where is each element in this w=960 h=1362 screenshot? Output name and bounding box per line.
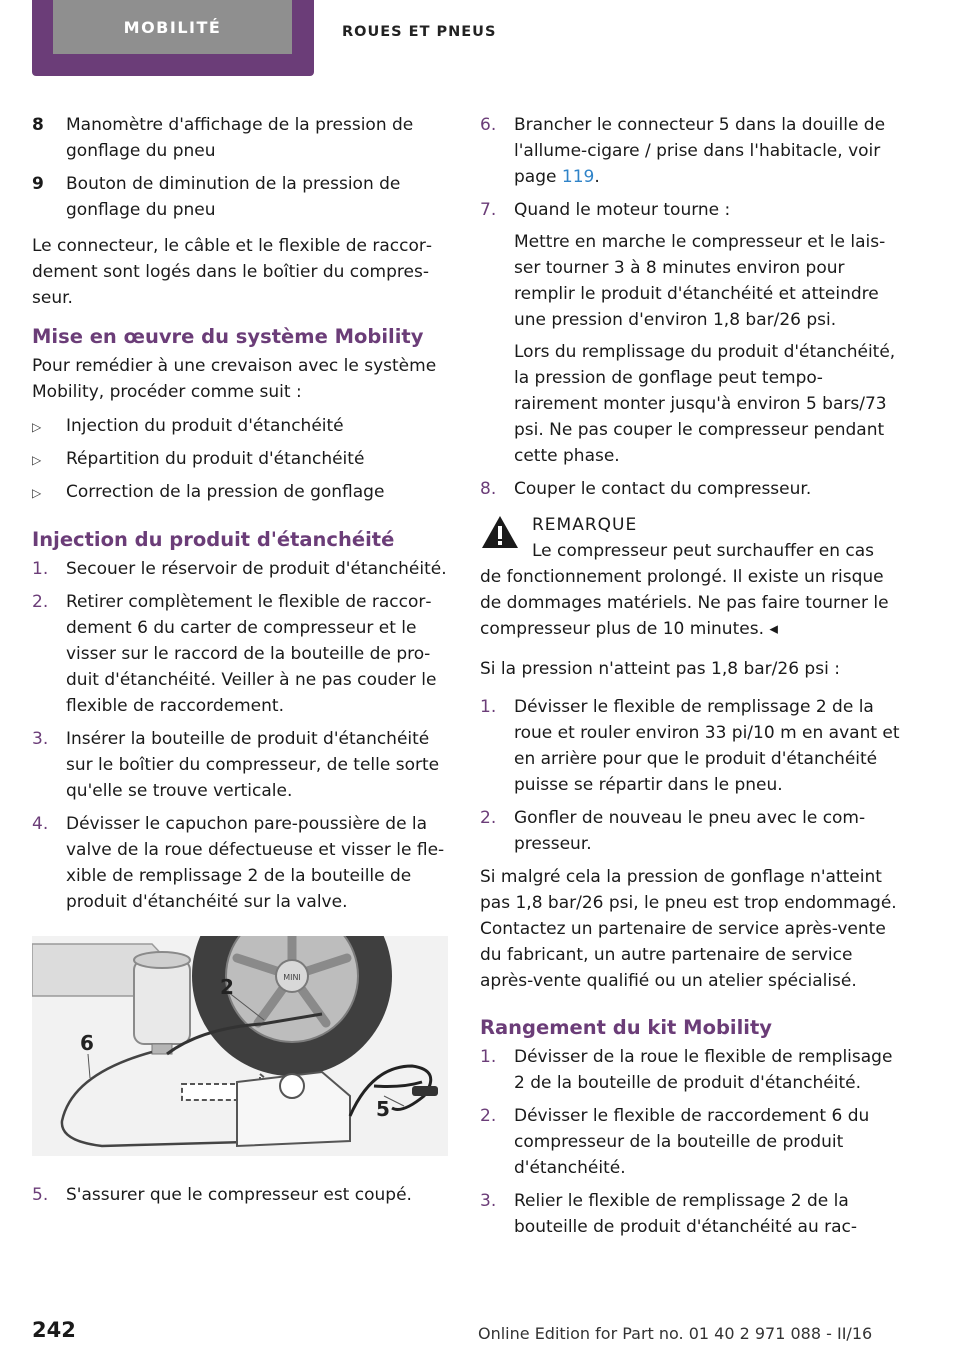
caution-note (480, 512, 900, 642)
list-item (32, 589, 448, 719)
storage-steps (480, 1044, 900, 1240)
bullet-text: Injection du produit d'étanchéité (66, 416, 344, 436)
list-item (32, 811, 448, 915)
triangle-bullet-icon: ▷ (32, 453, 42, 467)
step-number: 1. (480, 1047, 497, 1067)
step-number: 7. (480, 200, 497, 220)
step-text: Relier le flexible de remplissage 2 de la bouteille de produit d'étanchéité au rac- (514, 1191, 858, 1237)
footer-edition: Online Edition for Part no. 01 40 2 971 088 - II/16 (478, 1324, 873, 1343)
injection-steps-continued (32, 1182, 448, 1208)
step-text (514, 197, 900, 469)
step-subparagraph: Lors du remplissage du produit d'étanchéité, la pression de gonflage peut temporairement monter jusqu'à environ 5 bars/73 psi. Ne pas couper le compresseur pendant cette phase. (514, 342, 896, 466)
triangle-bullet-icon: ▷ (32, 420, 42, 434)
list-item (480, 476, 900, 502)
mobility-kit-illustration (32, 936, 448, 1156)
list-item (480, 694, 900, 798)
step-lead: Quand le moteur tourne : (514, 200, 731, 220)
list-item (32, 1182, 448, 1208)
figure-label-6: 6 (80, 1031, 94, 1055)
note-first-line: Le compresseur peut surchauffer en cas (532, 541, 875, 561)
step-number: 1. (480, 697, 497, 717)
step-number: 1. (32, 559, 49, 579)
right-column (480, 112, 900, 1247)
page-reference-link[interactable]: 119 (561, 167, 595, 187)
list-item (480, 1044, 900, 1096)
legend-list (32, 112, 448, 223)
left-column (32, 112, 448, 1215)
step-text-end: . (594, 167, 600, 187)
section-heading: Rangement du kit Mobility (480, 1016, 773, 1039)
legend-number: 9 (32, 174, 44, 194)
warning-triangle-icon (480, 514, 520, 550)
step-number: 3. (32, 729, 49, 749)
step-number: 4. (32, 814, 49, 834)
step-text (514, 112, 900, 190)
page-number: 242 (32, 1318, 76, 1342)
header-tab-active (32, 0, 314, 76)
fix-steps (480, 694, 900, 857)
step-text: Secouer le réservoir de produit d'étanchéité. (66, 559, 447, 579)
step-text: Dévisser de la roue le flexible de remplisage 2 de la bouteille de produit d'étanchéité. (514, 1047, 893, 1093)
figure-label-5: 5 (376, 1097, 390, 1121)
step-text: Couper le contact du compresseur. (514, 479, 812, 499)
step-text: Retirer complètement le flexible de raccordement 6 du carter de compresseur et le visser sur le raccord de la bouteille de produit d'étanchéité. Veiller à ne pas couder le flexible de raccordement. (66, 592, 437, 716)
list-item (32, 479, 448, 506)
section-heading: Mise en œuvre du système Mobility (32, 325, 424, 348)
figure-label-2: 2 (220, 975, 234, 999)
step-text: Dévisser le capuchon pare-poussière de la valve de la roue défectueuse et visser le flexible de remplissage 2 de la bouteille de produit d'étanchéité sur la valve. (66, 814, 445, 912)
step-text: Gonfler de nouveau le pneu avec le compresseur. (514, 808, 866, 854)
legend-text: Bouton de diminution de la pression de gonflage du pneu (66, 174, 401, 220)
list-item (480, 805, 900, 857)
list-item (32, 413, 448, 440)
legend-text: Manomètre d'affichage de la pression de gonflage du pneu (66, 115, 414, 161)
step-text: Dévisser le flexible de remplissage 2 de la roue et rouler environ 33 pi/10 m en avant et en arrière pour que le produit d'étanchéité puisse se répartir dans le pneu. (514, 697, 900, 795)
step-text: Dévisser le flexible de raccordement 6 du compresseur de la bouteille de produit d'étanchéité. (514, 1106, 870, 1178)
list-item (32, 726, 448, 804)
bullet-text: Répartition du produit d'étanchéité (66, 449, 365, 469)
note-body: de fonctionnement prolongé. Il existe un risque de dommages matériels. Ne pas faire tourner le compresseur plus de 10 minutes. ◂ (480, 567, 889, 639)
step-text: Insérer la bouteille de produit d'étanchéité sur le boîtier du compresseur, de telle sorte qu'elle se trouve verticale. (66, 729, 440, 801)
bullet-text: Correction de la pression de gonflage (66, 482, 385, 502)
injection-steps (32, 556, 448, 915)
list-item (32, 112, 448, 164)
list-item (480, 1188, 900, 1240)
list-item (32, 556, 448, 582)
section-paragraph: Pour remédier à une crevaison avec le système Mobility, procéder comme suit : (32, 356, 437, 402)
step-text: S'assurer que le compresseur est coupé. (66, 1185, 412, 1205)
legend-number: 8 (32, 115, 44, 135)
note-heading: REMARQUE (532, 515, 638, 535)
step-number: 8. (480, 479, 497, 499)
injection-steps-right (480, 112, 900, 502)
step-number: 2. (32, 592, 49, 612)
list-item (480, 1103, 900, 1181)
step-number: 5. (32, 1185, 49, 1205)
header-tab-label: MOBILITÉ (53, 0, 292, 54)
intro-paragraph: Le connecteur, le câble et le flexible de raccordement sont logés dans le boîtier du compresseur. (32, 236, 432, 308)
list-item (480, 197, 900, 469)
wheel-badge: MINI (283, 973, 301, 982)
step-number: 3. (480, 1191, 497, 1211)
step-subparagraph: Mettre en marche le compresseur et le laisser tourner 3 à 8 minutes environ pour remplir le produit d'étanchéité et atteindre une pression d'environ 1,8 bar/26 psi. (514, 232, 886, 330)
warning-paragraph: Si malgré cela la pression de gonflage n'atteint pas 1,8 bar/26 psi, le pneu est trop endommagé. Contactez un partenaire de service après-vente du fabricant, un autre partenaire de service après-vente qualifié ou un atelier spécialisé. (480, 867, 897, 991)
header-section-title: ROUES ET PNEUS (342, 24, 497, 40)
list-item (32, 171, 448, 223)
condition-paragraph: Si la pression n'atteint pas 1,8 bar/26 psi : (480, 659, 840, 679)
step-number: 6. (480, 115, 497, 135)
triangle-bullet-icon: ▷ (32, 486, 42, 500)
step-text-part: Brancher le connecteur 5 dans la douille de l'allume-cigare / prise dans l'habitacle, voir page (514, 115, 886, 187)
step-number: 2. (480, 1106, 497, 1126)
bullet-list (32, 413, 448, 506)
list-item (480, 112, 900, 190)
step-number: 2. (480, 808, 497, 828)
list-item (32, 446, 448, 473)
section-heading: Injection du produit d'étanchéité (32, 528, 395, 551)
